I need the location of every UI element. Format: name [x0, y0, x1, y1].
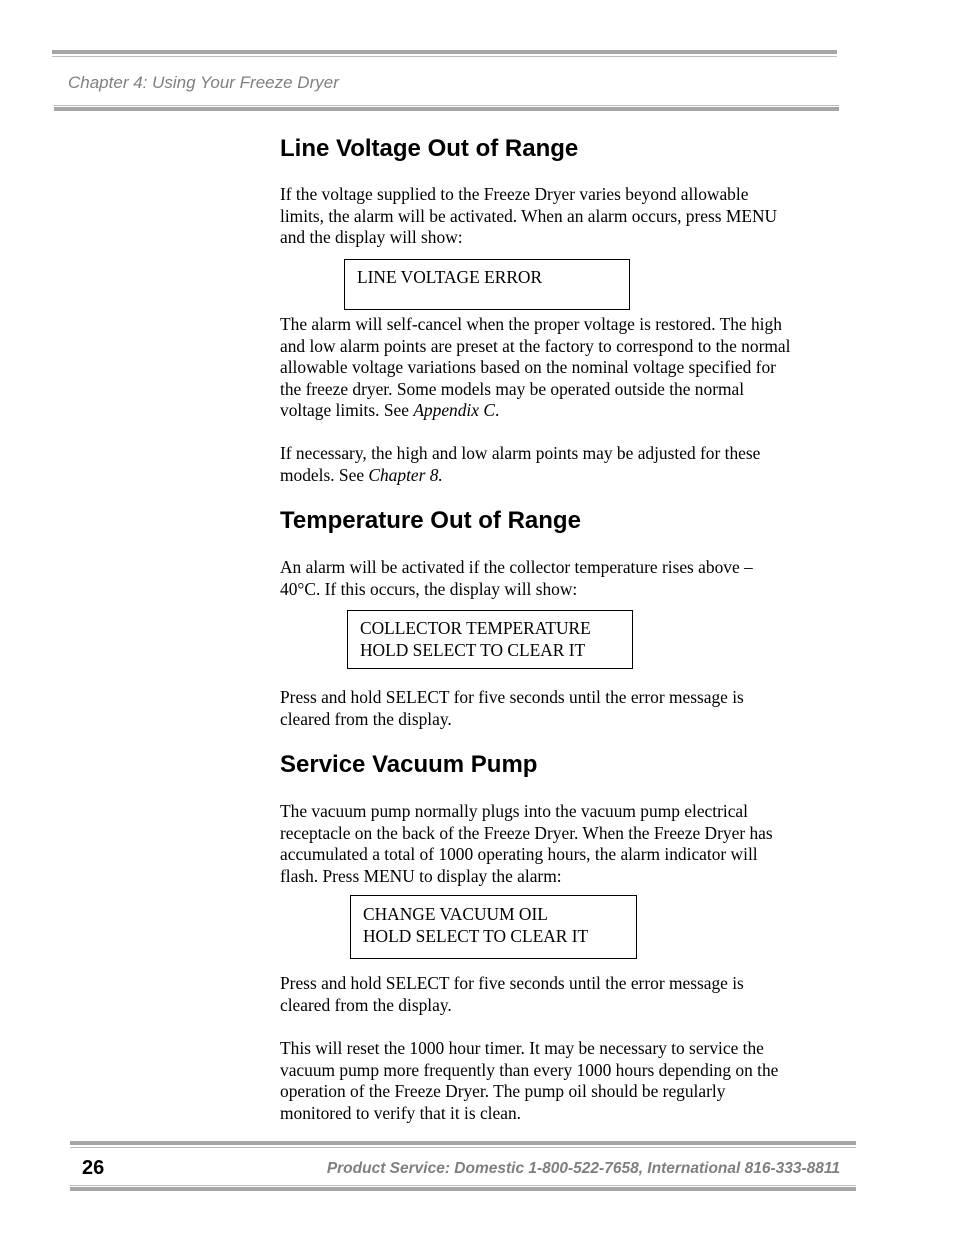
line-voltage-detail: The alarm will self-cancel when the proper voltage is restored. The high and low alarm points are preset at the factory to correspond to the normal allowable voltage variations based on the nominal voltage specified for the freeze dryer. Some models may be operated outside the normal voltage limits. See Appendix C.: [280, 314, 791, 420]
section-heading-temperature: Temperature Out of Range: [280, 507, 581, 534]
line-voltage-adjust: If necessary, the high and low alarm points may be adjusted for these models. See Chapter 8.: [280, 443, 761, 485]
display-collector-temperature: [347, 610, 633, 669]
chapter-8-reference: Chapter 8.: [368, 464, 443, 485]
chapter-header: Chapter 4: Using Your Freeze Dryer: [68, 73, 339, 92]
display-line: CHANGE VACUUM OIL: [363, 904, 548, 924]
section-heading-line-voltage: Line Voltage Out of Range: [280, 135, 579, 162]
vacuum-pump-intro: The vacuum pump normally plugs into the vacuum pump electrical receptacle on the back of the Freeze Dryer. When the Freeze Dryer has accumulated a total of 1000 operating hours, the alarm indicator will flash. Press MENU to display the alarm:: [280, 801, 773, 886]
display-change-vacuum-oil: [350, 895, 637, 959]
display-line: COLLECTOR TEMPERATURE: [360, 618, 591, 638]
product-service-contact: Product Service: Domestic 1-800-522-7658, International 816-333-8811: [326, 1160, 840, 1177]
display-line: LINE VOLTAGE ERROR: [357, 267, 543, 287]
footer-rule-top: [70, 1141, 856, 1145]
temperature-intro: An alarm will be activated if the collector temperature rises above –40°C. If this occurs, the display will show:: [280, 557, 753, 599]
vacuum-pump-clear-instructions: Press and hold SELECT for five seconds until the error message is cleared from the display.: [280, 973, 744, 1015]
display-line: HOLD SELECT TO CLEAR IT: [360, 640, 586, 660]
header-rule-top: [52, 50, 837, 54]
header-rule-top-thin: [52, 56, 837, 57]
line-voltage-intro: If the voltage supplied to the Freeze Dryer varies beyond allowable limits, the alarm will be activated. When an alarm occurs, press MENU and the display will show:: [280, 184, 778, 247]
footer-rule-top-thin: [70, 1147, 856, 1148]
display-line: HOLD SELECT TO CLEAR IT: [363, 926, 589, 946]
vacuum-pump-timer-note: This will reset the 1000 hour timer. It may be necessary to service the vacuum pump more frequently than every 1000 hours depending on the operation of the Freeze Dryer. The pump oil should be regularly monitored to verify that it is clean.: [280, 1038, 779, 1123]
footer-rule-bottom: [70, 1187, 856, 1191]
temperature-clear-instructions: Press and hold SELECT for five seconds until the error message is cleared from the display.: [280, 687, 744, 729]
page-number: 26: [82, 1157, 105, 1179]
appendix-c-reference: Appendix C: [413, 400, 495, 420]
footer-rule-bottom-thin: [70, 1185, 856, 1186]
header-rule-bottom-thin: [54, 105, 839, 106]
display-line-voltage-error: [344, 259, 630, 310]
header-rule-bottom: [54, 107, 839, 111]
section-heading-vacuum-pump: Service Vacuum Pump: [280, 751, 538, 778]
